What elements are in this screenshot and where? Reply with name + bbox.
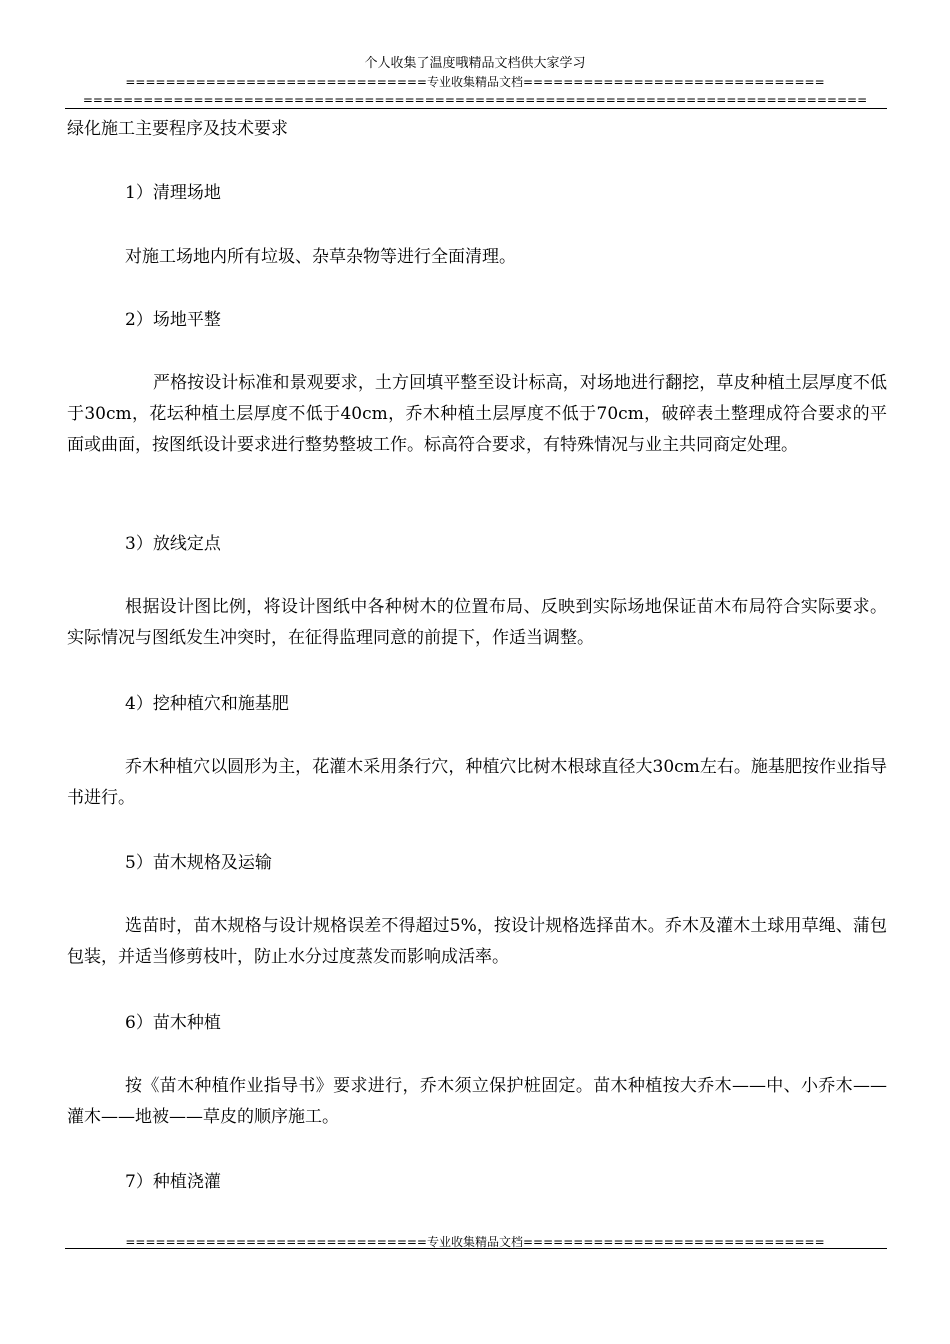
section-paragraph: 严格按设计标准和景观要求，土方回填平整至设计标高，对场地进行翻挖，草皮种植土层厚度不低于30cm，花坛种植土层厚度不低于40cm，乔木种植土层厚度不低于70cm，破碎表土整理成符合要求的平面或曲面，按图纸设计要求进行整势整坡工作。标高符合要求，有特殊情况与业主共同商定处理。 [67,373,887,455]
section-heading: 4）挖种植穴和施基肥 [125,694,289,714]
section-heading: 5）苗木规格及运输 [125,853,272,873]
section-heading: 3）放线定点 [125,534,221,554]
section-heading: 2）场地平整 [125,310,221,330]
section-paragraph: 按《苗木种植作业指导书》要求进行，乔木须立保护桩固定。苗木种植按大乔木——中、小乔木——灌木——地被——草皮的顺序施工。 [67,1076,887,1127]
header-banner: ==============================专业收集精品文档============================== [125,75,825,89]
footer-rule [65,1248,887,1249]
section-heading: 7）种植浇灌 [125,1172,221,1192]
footer-banner: ==============================专业收集精品文档============================== [125,1235,825,1249]
header-caption: 个人收集了温度哦精品文档供大家学习 [364,56,586,71]
section-paragraph: 乔木种植穴以圆形为主，花灌木采用条行穴，种植穴比树木根球直径大30cm左右。施基肥按作业指导书进行。 [67,757,887,808]
page-header [0,0,950,110]
section-heading: 1）清理场地 [125,183,221,203]
header-separator: ============================================================================== [82,93,868,107]
document-title: 绿化施工主要程序及技术要求 [67,119,288,139]
section-paragraph: 根据设计图比例，将设计图纸中各种树木的位置布局、反映到实际场地保证苗木布局符合实际要求。实际情况与图纸发生冲突时，在征得监理同意的前提下，作适当调整。 [67,597,887,648]
section-heading: 6）苗木种植 [125,1013,221,1033]
section-paragraph: 选苗时，苗木规格与设计规格误差不得超过5%，按设计规格选择苗木。乔木及灌木土球用草绳、蒲包包装，并适当修剪枝叶，防止水分过度蒸发而影响成活率。 [67,916,887,967]
header-rule [65,108,887,109]
section-paragraph: 对施工场地内所有垃圾、杂草杂物等进行全面清理。 [125,247,516,267]
